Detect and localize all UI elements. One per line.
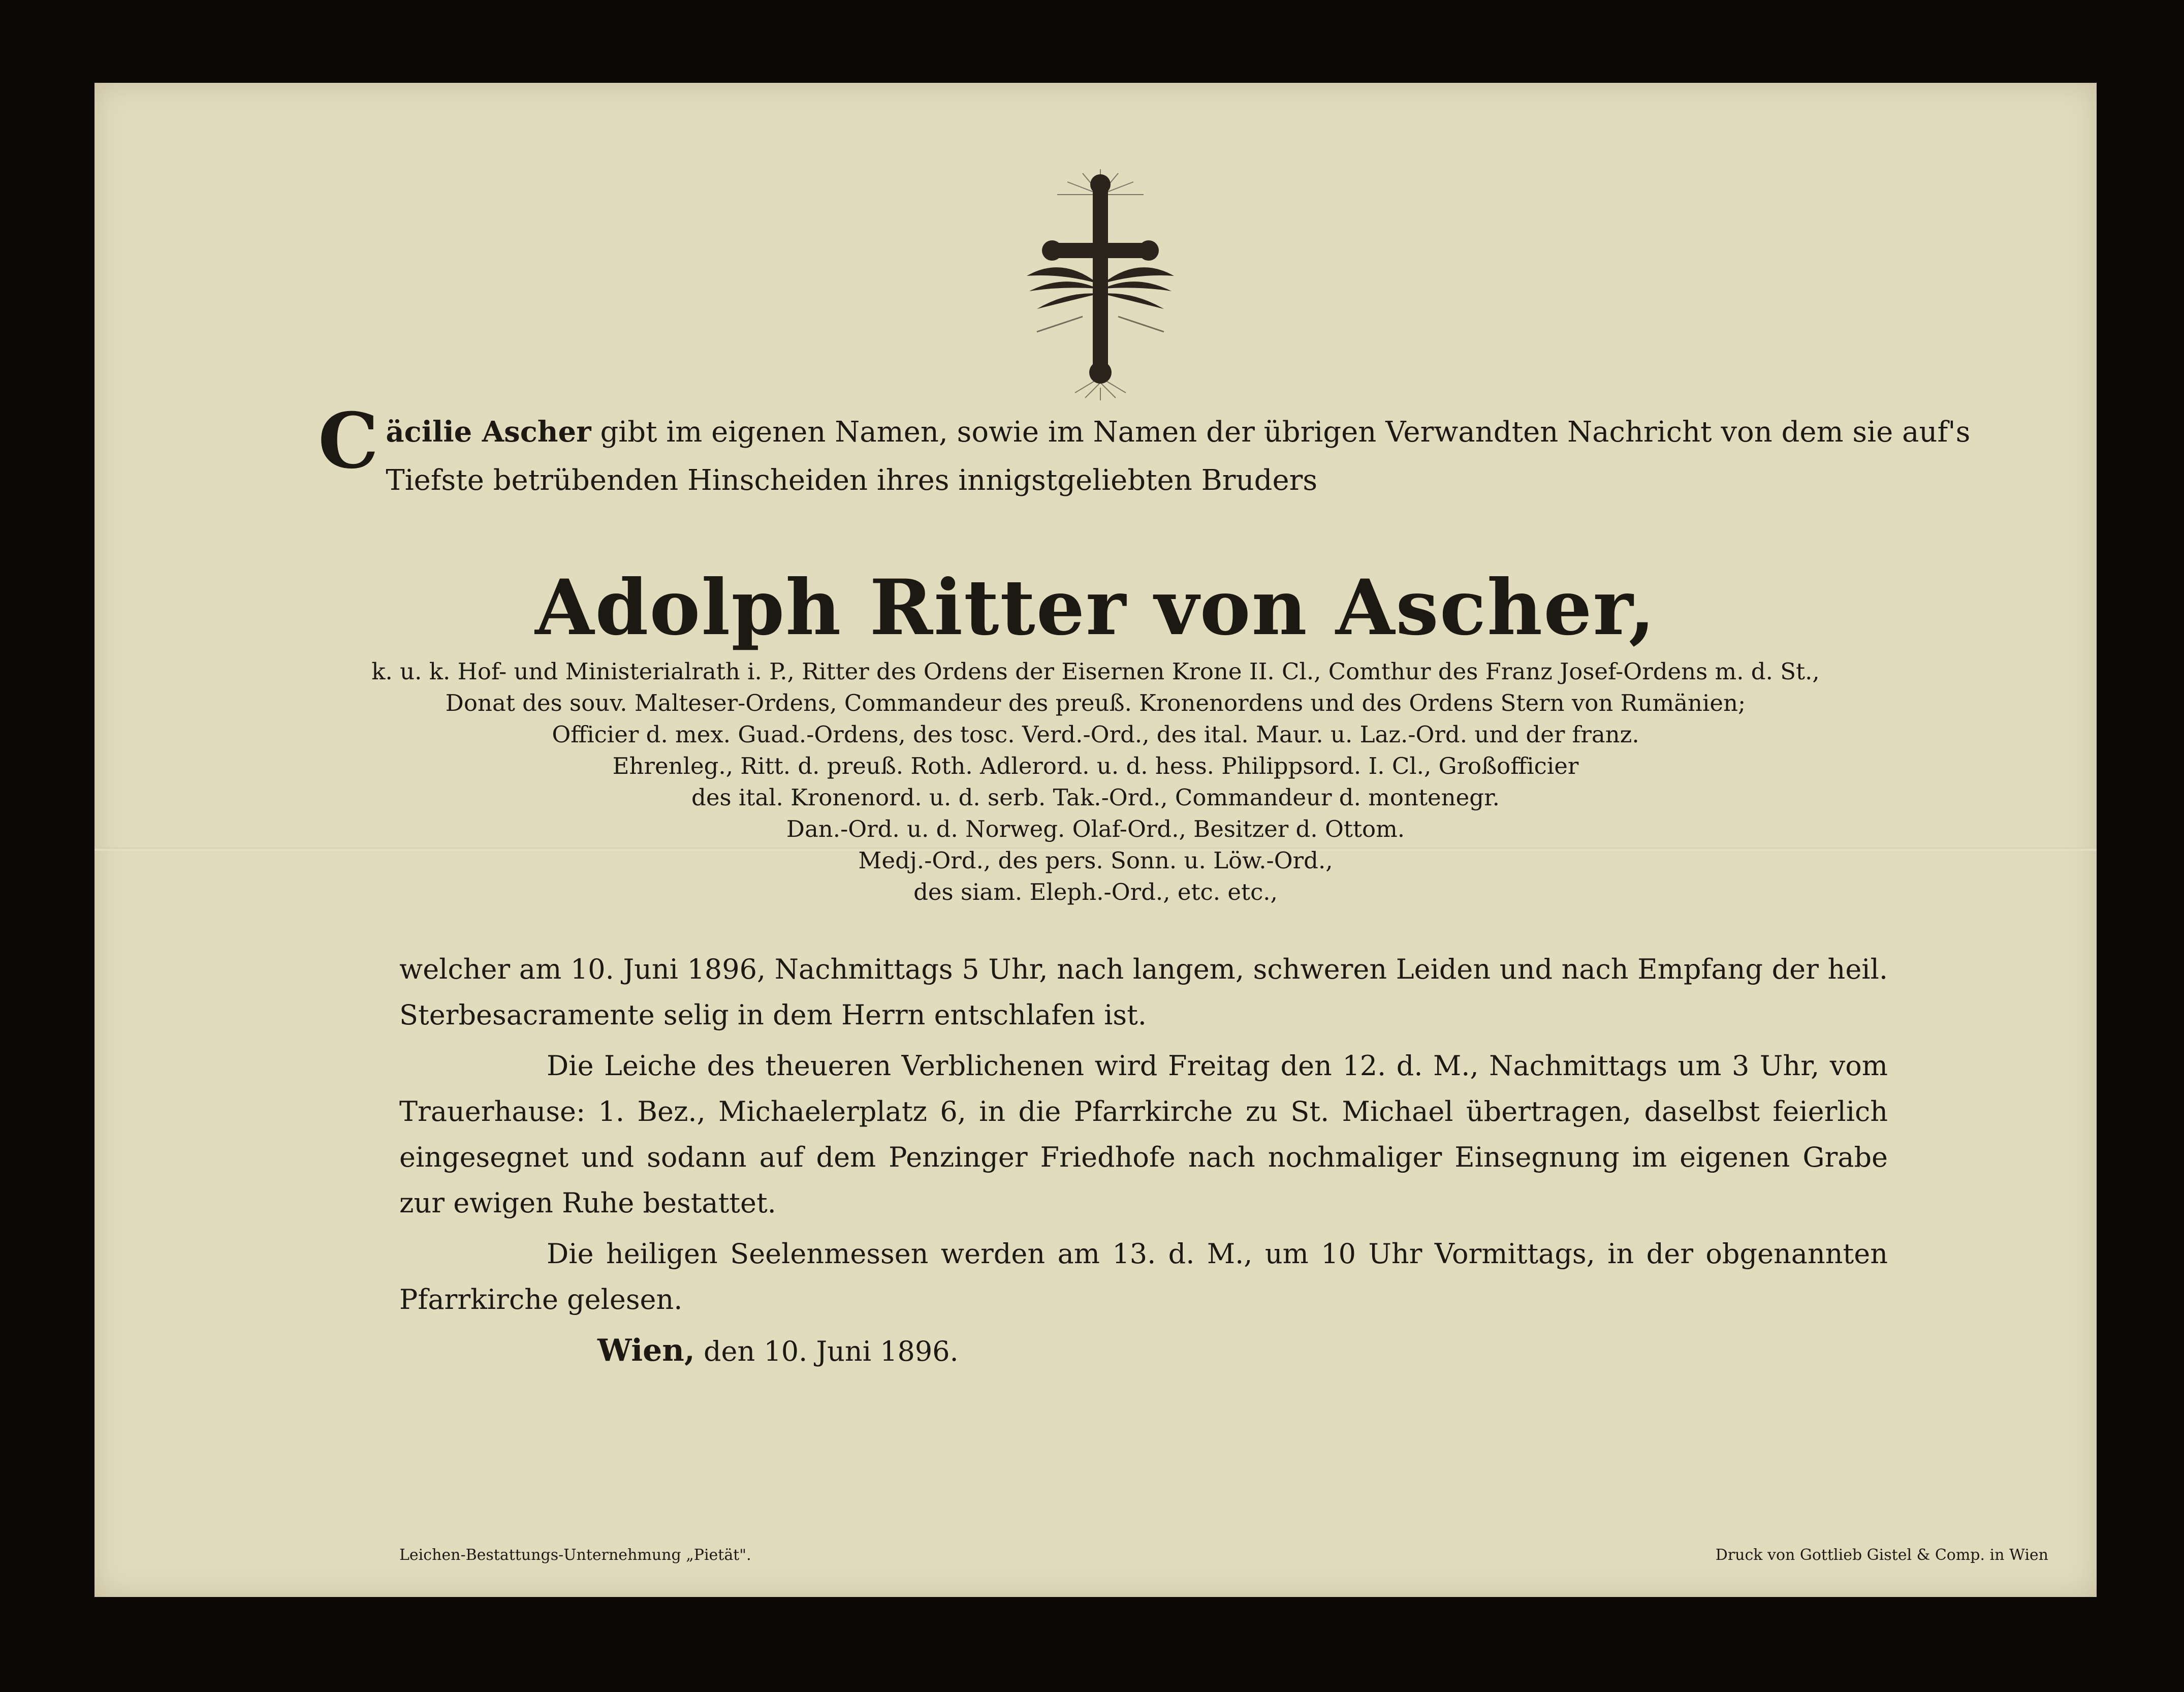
sender-name: äcilie Ascher (386, 415, 591, 449)
decorative-initial: C (318, 396, 379, 486)
closing-date: den 10. Juni 1896. (694, 1335, 959, 1367)
cross-with-palm-fronds-icon (981, 164, 1220, 403)
honors-line: des ital. Kronenord. u. d. serb. Tak.-Ord., Commandeur d. montenegr. (691, 784, 1500, 811)
honors-line: Donat des souv. Malteser-Ordens, Commandeur des preuß. Kronenordens und des Ordens Stern von Rumänien; (445, 690, 1746, 716)
deceased-name: Adolph Ritter von Ascher, (535, 563, 1656, 652)
honors-line: Dan.-Ord. u. d. Norweg. Olaf-Ord., Besitzer d. Ottom. (786, 816, 1405, 842)
intro-paragraph (318, 396, 2005, 505)
undertaker-imprint: Leichen-Bestattungs-Unternehmung „Pietät". (399, 1546, 751, 1564)
honors-line: des siam. Eleph.-Ord., etc. etc., (913, 879, 1278, 905)
funeral-paragraph: Die Leiche des theueren Verblichenen wird Freitag den 12. d. M., Nachmittags um 3 Uhr, vom Trauerhause: 1. Bez., Michaelerplatz 6, in die Pfarrkirche zu St. Michael übertragen, daselbst feierlich eingesegnet und sodann auf dem Penzinger Friedhofe nach nochmaliger Einsegnung im eigenen Grabe zur ewigen Ruhe bestattet. (399, 1050, 1888, 1219)
notice-body (399, 947, 1888, 1328)
death-paragraph: welcher am 10. Juni 1896, Nachmittags 5 Uhr, nach langem, schweren Leiden und nach Empfang der heil. Sterbesacramente selig in dem Herrn entschlafen ist. (399, 953, 1888, 1031)
honors-line: Medj.-Ord., des pers. Sonn. u. Löw.-Ord., (858, 847, 1333, 874)
mourning-notice-sheet (94, 83, 2097, 1597)
honors-list (94, 656, 2097, 908)
printer-imprint: Druck von Gottlieb Gistel & Comp. in Wien (1715, 1546, 2048, 1564)
closing-place: Wien, (597, 1333, 695, 1368)
honors-line: Ehrenleg., Ritt. d. preuß. Roth. Adlerord. u. d. hess. Philippsord. I. Cl., Großofficier (612, 753, 1579, 779)
intro-text: gibt im eigenen Namen, sowie im Namen der übrigen Verwandten Nachricht von dem sie auf's Tiefste betrübenden Hinscheiden ihres innigstgeliebten Bruders (386, 416, 1971, 497)
place-date-line (597, 1333, 959, 1368)
mass-paragraph: Die heiligen Seelenmessen werden am 13. d. M., um 10 Uhr Vormittags, in der obgenannten Pfarrkirche gelesen. (399, 1238, 1888, 1315)
honors-line: k. u. k. Hof- und Ministerialrath i. P., Ritter des Ordens der Eisernen Krone II. Cl., Comthur des Franz Josef-Ordens m. d. St., (371, 658, 1820, 685)
honors-line: Officier d. mex. Guad.-Ordens, des tosc. Verd.-Ord., des ital. Maur. u. Laz.-Ord. und der franz. (552, 721, 1639, 748)
